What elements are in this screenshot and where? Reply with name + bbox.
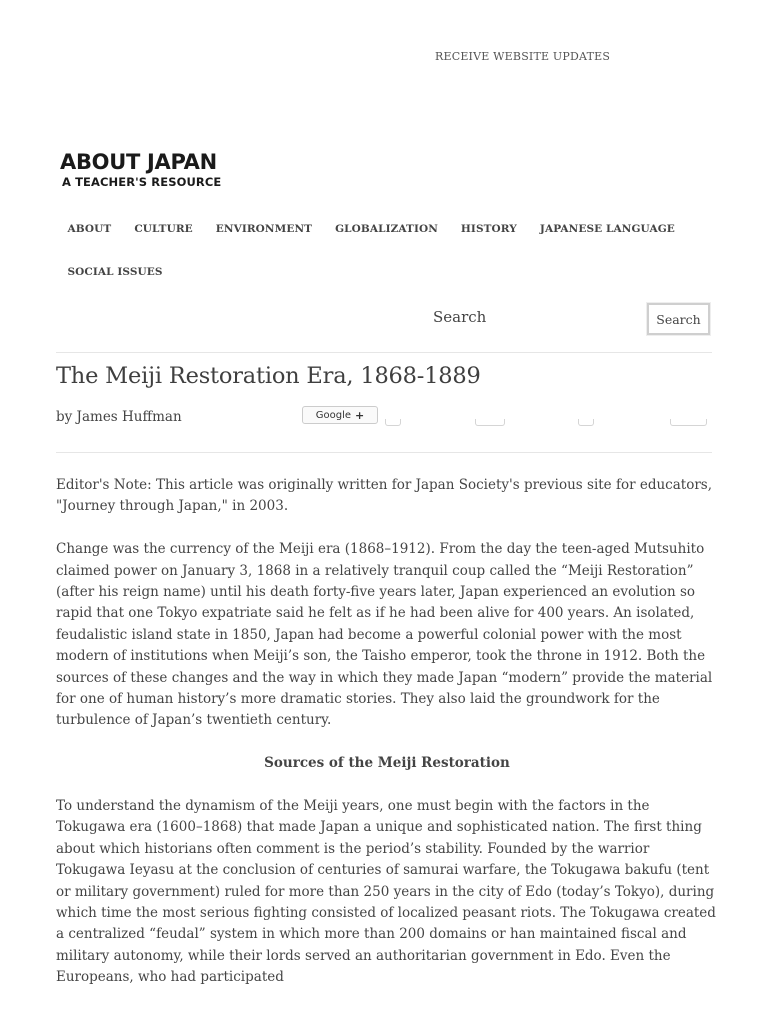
nav-row-2 — [56, 255, 716, 289]
article-byline: by James Huffman — [56, 409, 182, 425]
nav-item-environment[interactable]: ENVIRONMENT — [215, 223, 313, 235]
article-title: The Meiji Restoration Era, 1868-1889 — [56, 363, 481, 389]
share-button-twitter[interactable] — [475, 419, 505, 426]
site-logo[interactable] — [60, 150, 230, 195]
header-divider — [56, 352, 712, 353]
section-heading: Sources of the Meiji Restoration — [264, 755, 510, 772]
nav-item-japanese-language[interactable]: JAPANESE LANGUAGE — [539, 223, 675, 235]
nav-item-about[interactable]: ABOUT — [67, 223, 112, 235]
share-button-linkedin[interactable] — [578, 419, 594, 426]
nav-item-history[interactable]: HISTORY — [460, 223, 517, 235]
article-paragraph: Change was the currency of the Meiji era (1868–1912). From the day the teen-aged Mutsuhito claimed power on January 3, 1868 in a relatively tranquil coup called the “Meiji Restoration” (after his reign name) until his death forty-five years later, Japan experienced an evolution so rapid that one Tokyo expatriate said he felt as if he had been alive for 400 years. An isolated, feudalistic island state in 1850, Japan had become a powerful colonial power with the most modern of institutions when Meiji’s son, the Taisho emperor, took the throne in 1912. Both the sources of these changes and the way in which they made Japan “modern” provide the material for one of human history’s more dramatic stories. They also laid the groundwork for the turbulence of Japan’s twentieth century. — [56, 541, 713, 729]
search-input[interactable]: Search — [433, 308, 487, 326]
byline-divider — [56, 452, 712, 453]
google-share-label: Google — [315, 409, 352, 421]
receive-updates-link[interactable]: RECEIVE WEBSITE UPDATES — [435, 50, 611, 63]
nav-row-1 — [56, 212, 716, 246]
nav-item-globalization[interactable]: GLOBALIZATION — [335, 223, 438, 235]
plus-icon: + — [355, 408, 365, 422]
logo-subtitle: A TEACHER'S RESOURCE — [62, 175, 222, 189]
main-navigation — [56, 212, 716, 289]
article-body — [56, 475, 718, 1010]
google-plus-share-button[interactable] — [302, 406, 378, 424]
share-button-email[interactable] — [670, 419, 707, 426]
logo-title: ABOUT JAPAN — [60, 150, 217, 174]
nav-item-culture[interactable]: CULTURE — [134, 223, 193, 235]
article-paragraph: To understand the dynamism of the Meiji years, one must begin with the factors in the Tokugawa era (1600–1868) that made Japan a unique and sophisticated nation. The first thing about which historians often comment is the period’s stability. Founded by the warrior Tokugawa Ieyasu at the conclusion of centuries of samurai warfare, the Tokugawa bakufu (tent or military government) ruled for more than 250 years in the city of Edo (today’s Tokyo), during which time the most serious fighting consisted of localized peasant riots. The Tokugawa created a centralized “feudal” system in which more than 200 domains or han maintained fiscal and military autonomy, while their lords served an authoritarian government in Edo. Even the Europeans, who had participated — [56, 798, 716, 986]
share-button-facebook[interactable] — [385, 419, 401, 426]
search-button[interactable]: Search — [647, 303, 710, 335]
nav-item-social-issues[interactable]: SOCIAL ISSUES — [67, 266, 163, 278]
editor-note: Editor's Note: This article was originally written for Japan Society's previous site for educators, "Journey through Japan," in 2003. — [56, 477, 712, 515]
